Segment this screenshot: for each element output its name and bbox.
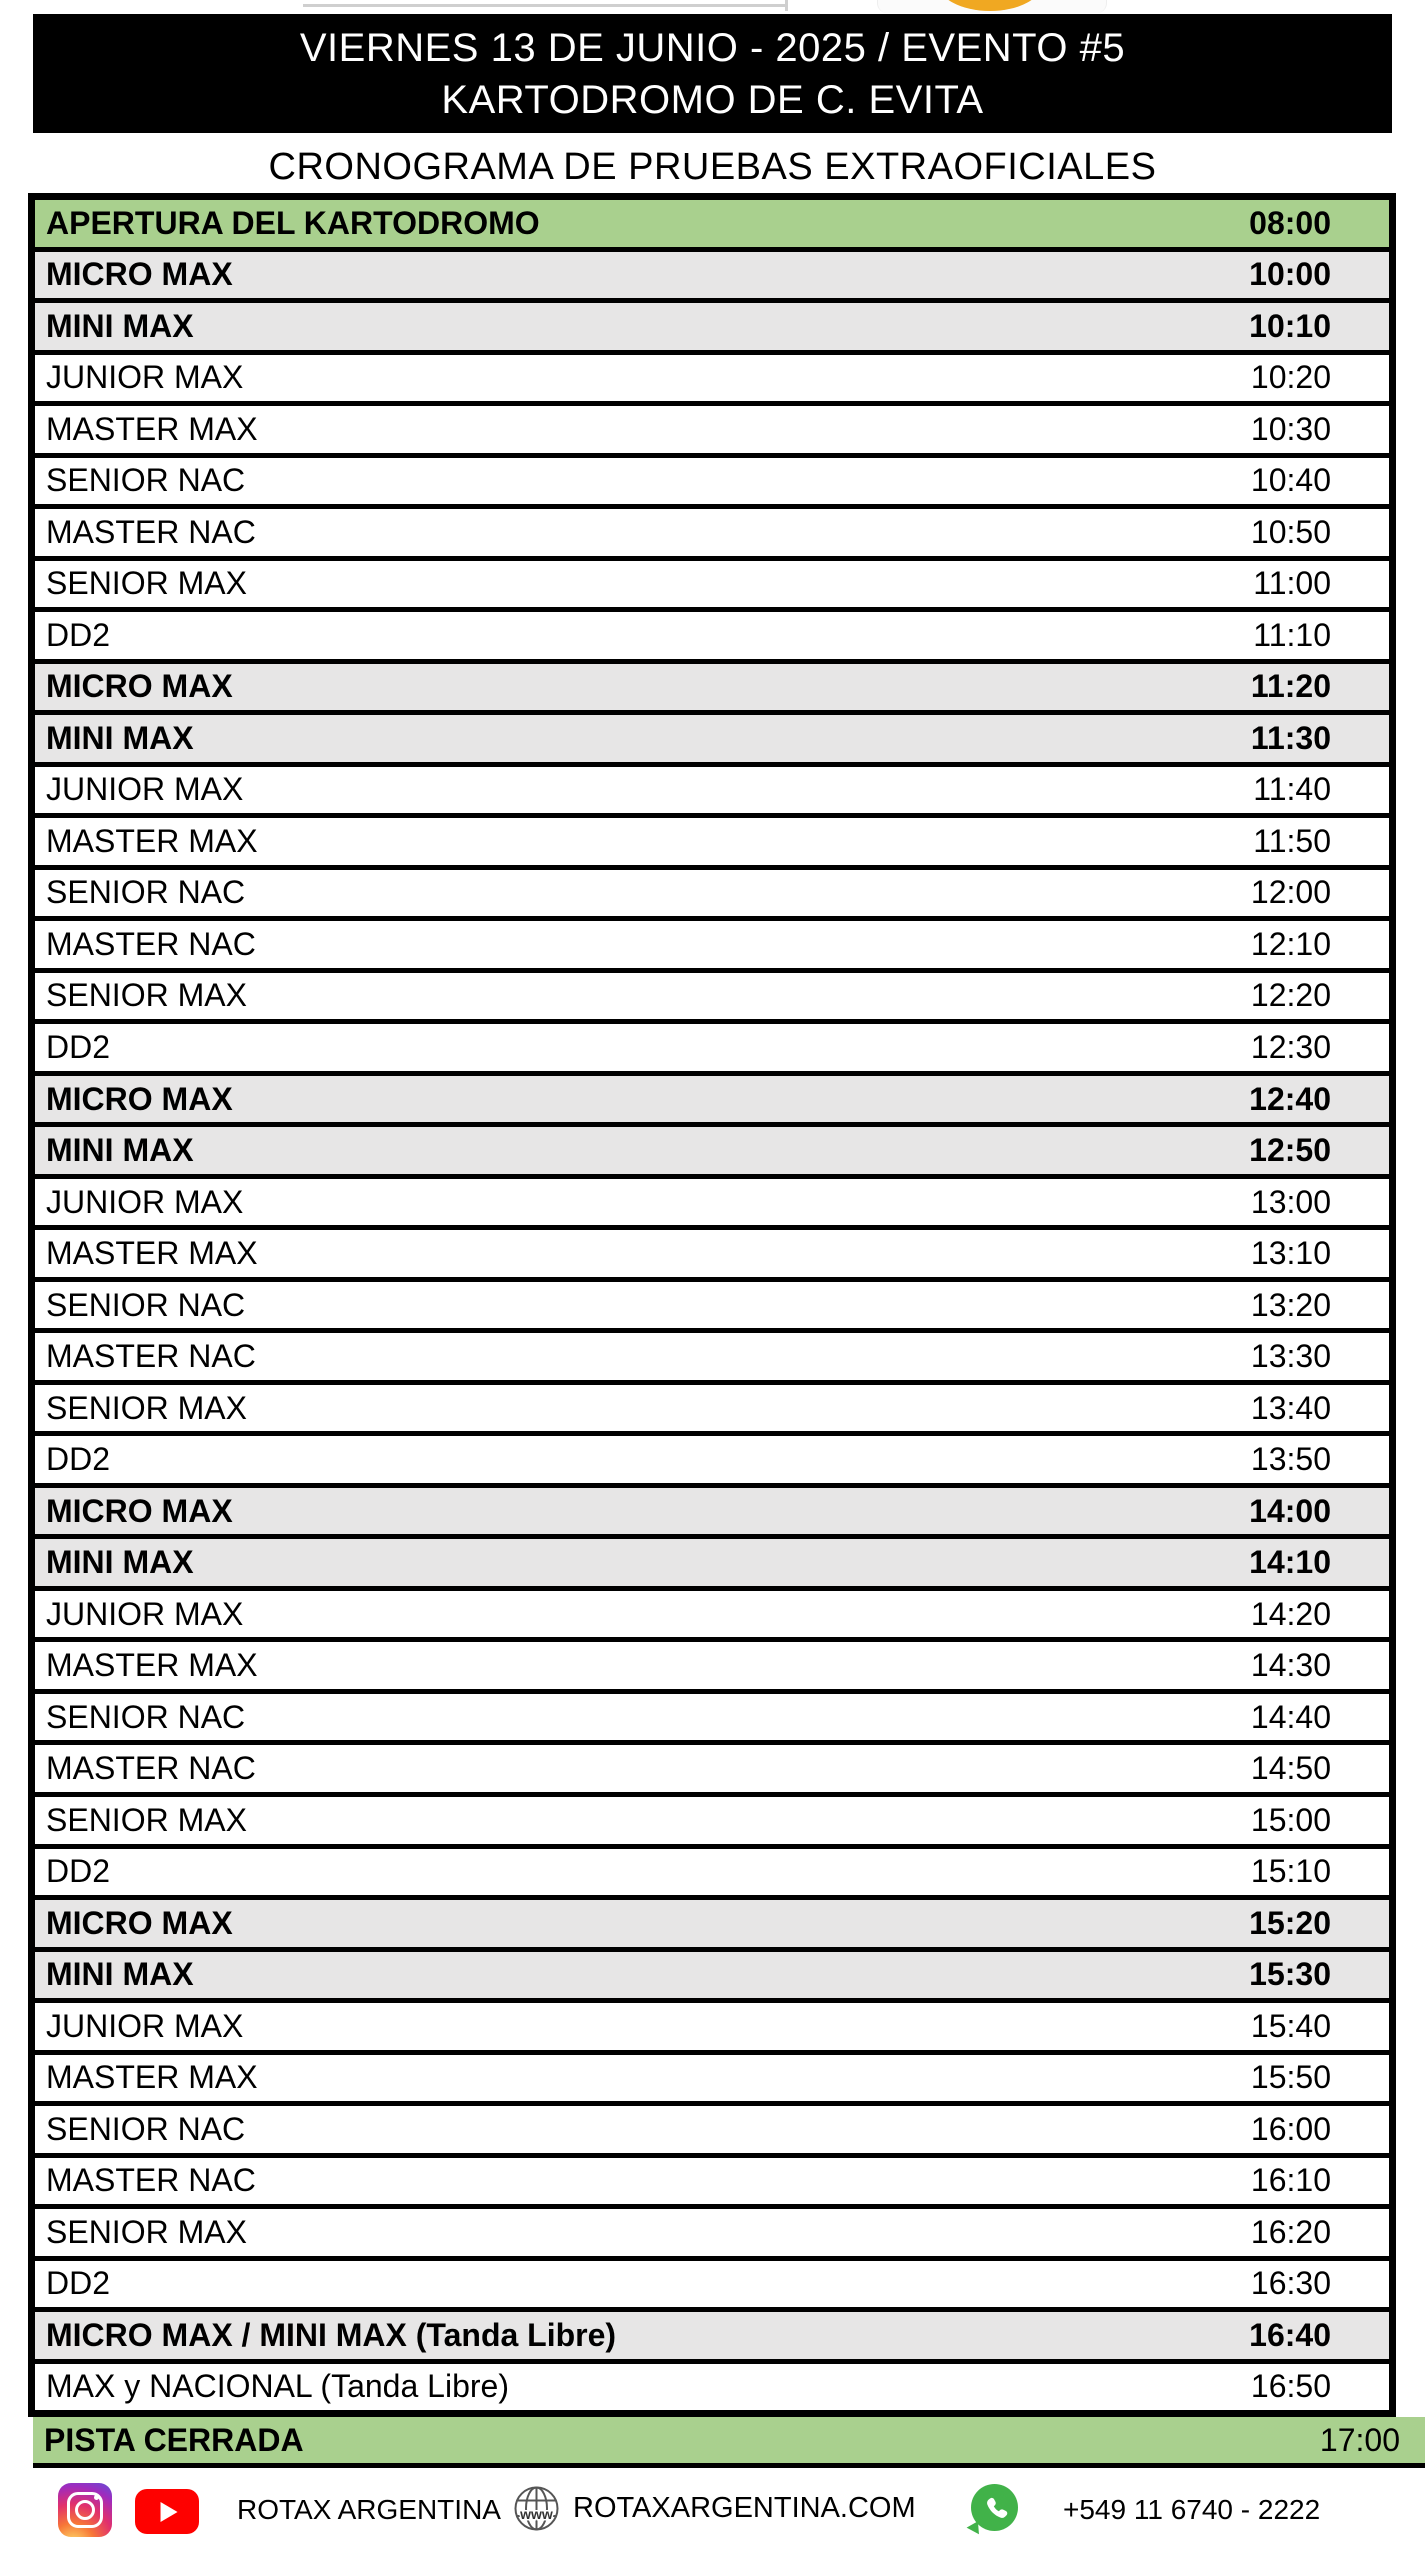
table-row — [35, 1591, 1389, 1643]
table-row — [35, 1900, 1389, 1952]
table-row — [35, 2209, 1389, 2261]
row-time: 12:30 — [1250, 1029, 1331, 1065]
table-row — [35, 458, 1389, 510]
table-row — [35, 870, 1389, 922]
row-label: MASTER MAX — [46, 410, 258, 447]
row-label: MICRO MAX — [46, 1492, 233, 1529]
row-label: DD2 — [46, 1029, 111, 1065]
table-row — [35, 973, 1389, 1025]
whatsapp-icon — [971, 2484, 1018, 2531]
phone-label: +549 11 6740 - 2222 — [1063, 2494, 1321, 2525]
row-time: 10:20 — [1250, 359, 1331, 396]
row-label: MAX y NACIONAL (Tanda Libre) — [46, 2368, 509, 2405]
row-label: DD2 — [46, 616, 111, 653]
row-label: MASTER NAC — [46, 925, 256, 962]
table-row — [35, 1539, 1389, 1591]
row-label: DD2 — [46, 2265, 111, 2302]
row-label: SENIOR MAX — [46, 977, 247, 1014]
row-time: 15:40 — [1250, 2007, 1331, 2044]
row-label: MINI MAX — [46, 1544, 194, 1581]
table-row — [35, 2261, 1389, 2313]
row-time: 15:00 — [1250, 1801, 1331, 1838]
row-label: MINI MAX — [46, 1132, 194, 1169]
table-row — [35, 509, 1389, 561]
table-row — [35, 818, 1389, 870]
row-label: MASTER NAC — [46, 513, 256, 550]
row-label: JUNIOR MAX — [46, 2007, 244, 2044]
table-row — [35, 303, 1389, 355]
row-label: SENIOR NAC — [46, 874, 246, 911]
closing-row-label: PISTA CERRADA — [44, 2421, 304, 2458]
row-time: 16:10 — [1250, 2162, 1331, 2199]
row-label: MINI MAX — [46, 307, 194, 344]
row-label: MASTER MAX — [46, 1235, 258, 1272]
table-row — [35, 715, 1389, 767]
youtube-icon — [135, 2489, 199, 2534]
row-time: 13:50 — [1250, 1441, 1331, 1478]
table-row — [35, 200, 1389, 252]
closing-row-time: 17:00 — [1319, 2421, 1400, 2458]
cropped-logo-strip — [0, 0, 1425, 13]
table-row — [35, 1385, 1389, 1437]
row-time: 16:50 — [1250, 2368, 1331, 2405]
table-row — [35, 1849, 1389, 1901]
row-label: DD2 — [46, 1853, 111, 1890]
table-row — [35, 1024, 1389, 1076]
table-row — [35, 921, 1389, 973]
table-row — [35, 2364, 1389, 2411]
row-time: 14:10 — [1249, 1544, 1331, 1581]
table-row — [35, 1694, 1389, 1746]
table-row — [35, 2055, 1389, 2107]
row-label: MICRO MAX — [46, 1080, 233, 1117]
row-label: MICRO MAX / MINI MAX (Tanda Libre) — [46, 2316, 617, 2353]
row-label: SENIOR NAC — [46, 462, 246, 499]
schedule-table — [28, 193, 1396, 2417]
row-label: MASTER NAC — [46, 1750, 256, 1787]
row-label: JUNIOR MAX — [46, 771, 244, 808]
row-time: 13:20 — [1250, 1286, 1331, 1323]
table-row — [35, 767, 1389, 819]
row-label: APERTURA DEL KARTODROMO — [46, 204, 540, 241]
table-row — [35, 1797, 1389, 1849]
event-header — [33, 14, 1392, 133]
table-row — [35, 252, 1389, 304]
row-time: 14:20 — [1250, 1595, 1331, 1632]
row-label: SENIOR MAX — [46, 1801, 247, 1838]
yellow-logo-arc-icon — [937, 0, 1043, 11]
row-time: 16:00 — [1250, 2110, 1331, 2147]
table-row — [35, 2003, 1389, 2055]
row-time: 10:40 — [1250, 462, 1331, 499]
row-label: MICRO MAX — [46, 256, 233, 293]
row-label: MICRO MAX — [46, 668, 233, 705]
row-time: 11:40 — [1253, 771, 1331, 808]
svg-text:www: www — [520, 2506, 553, 2522]
table-row — [35, 1076, 1389, 1128]
table-row — [35, 561, 1389, 613]
table-row — [35, 1488, 1389, 1540]
table-row — [35, 355, 1389, 407]
table-row — [35, 1127, 1389, 1179]
table-row — [35, 664, 1389, 716]
row-time: 15:10 — [1250, 1853, 1331, 1890]
table-row — [35, 1179, 1389, 1231]
row-label: MINI MAX — [46, 1956, 194, 1993]
row-time: 11:00 — [1253, 565, 1331, 602]
website-label: ROTAXARGENTINA.COM — [573, 2492, 916, 2524]
row-time: 13:40 — [1250, 1389, 1331, 1426]
row-time: 15:20 — [1249, 1904, 1331, 1941]
row-time: 11:30 — [1250, 719, 1331, 756]
logo-box-border-bottom — [303, 4, 787, 7]
row-label: MASTER NAC — [46, 2162, 256, 2199]
row-time: 15:50 — [1250, 2059, 1331, 2096]
globe-icon — [513, 2485, 560, 2532]
row-time: 13:00 — [1250, 1183, 1331, 1220]
row-label: SENIOR NAC — [46, 1698, 246, 1735]
row-time: 13:10 — [1250, 1235, 1331, 1272]
row-time: 08:00 — [1249, 204, 1331, 241]
closing-row — [33, 2417, 1425, 2468]
row-label: DD2 — [46, 1441, 111, 1478]
row-time: 11:20 — [1250, 668, 1331, 705]
row-label: SENIOR NAC — [46, 1286, 246, 1323]
row-label: SENIOR NAC — [46, 2110, 246, 2147]
logo-card — [877, 0, 1107, 13]
instagram-icon — [58, 2483, 112, 2537]
row-label: MASTER NAC — [46, 1338, 256, 1375]
row-time: 10:30 — [1250, 410, 1331, 447]
row-time: 14:40 — [1250, 1698, 1331, 1735]
table-row — [35, 1282, 1389, 1334]
table-row — [35, 1745, 1389, 1797]
row-time: 11:10 — [1253, 616, 1331, 653]
row-time: 14:30 — [1250, 1647, 1331, 1684]
table-row — [35, 2158, 1389, 2210]
row-label: JUNIOR MAX — [46, 359, 244, 396]
row-time: 12:10 — [1250, 925, 1331, 962]
row-label: MASTER MAX — [46, 822, 258, 859]
brand-label: ROTAX ARGENTINA — [237, 2494, 501, 2525]
logo-box-border-right — [785, 0, 788, 11]
table-row — [35, 406, 1389, 458]
page-title: CRONOGRAMA DE PRUEBAS EXTRAOFICIALES — [268, 146, 1157, 188]
event-date-line: VIERNES 13 DE JUNIO - 2025 / EVENTO #5 — [299, 25, 1126, 70]
row-time: 10:10 — [1249, 307, 1331, 344]
table-row — [35, 612, 1389, 664]
row-label: JUNIOR MAX — [46, 1183, 244, 1220]
row-time: 14:00 — [1249, 1492, 1331, 1529]
row-time: 12:20 — [1250, 977, 1331, 1014]
table-row — [35, 2312, 1389, 2364]
table-row — [35, 1333, 1389, 1385]
row-time: 11:50 — [1253, 822, 1331, 859]
row-time: 13:30 — [1250, 1338, 1331, 1375]
row-time: 15:30 — [1249, 1956, 1331, 1993]
row-time: 12:50 — [1249, 1132, 1331, 1169]
row-time: 12:40 — [1249, 1080, 1331, 1117]
row-time: 10:00 — [1249, 256, 1331, 293]
row-label: SENIOR MAX — [46, 1389, 247, 1426]
table-row — [35, 1436, 1389, 1488]
row-time: 16:20 — [1250, 2213, 1331, 2250]
row-label: MICRO MAX — [46, 1904, 233, 1941]
table-row — [35, 1230, 1389, 1282]
row-label: JUNIOR MAX — [46, 1595, 244, 1632]
row-label: MINI MAX — [46, 719, 194, 756]
row-label: MASTER MAX — [46, 2059, 258, 2096]
row-time: 12:00 — [1250, 874, 1331, 911]
table-row — [35, 1952, 1389, 2004]
venue-line: KARTODROMO DE C. EVITA — [441, 77, 984, 122]
table-row — [35, 1642, 1389, 1694]
row-time: 10:50 — [1250, 513, 1331, 550]
row-label: SENIOR MAX — [46, 2213, 247, 2250]
row-label: SENIOR MAX — [46, 565, 247, 602]
row-time: 16:40 — [1249, 2316, 1331, 2353]
table-row — [35, 2106, 1389, 2158]
row-label: MASTER MAX — [46, 1647, 258, 1684]
row-time: 14:50 — [1250, 1750, 1331, 1787]
row-time: 16:30 — [1250, 2265, 1331, 2302]
